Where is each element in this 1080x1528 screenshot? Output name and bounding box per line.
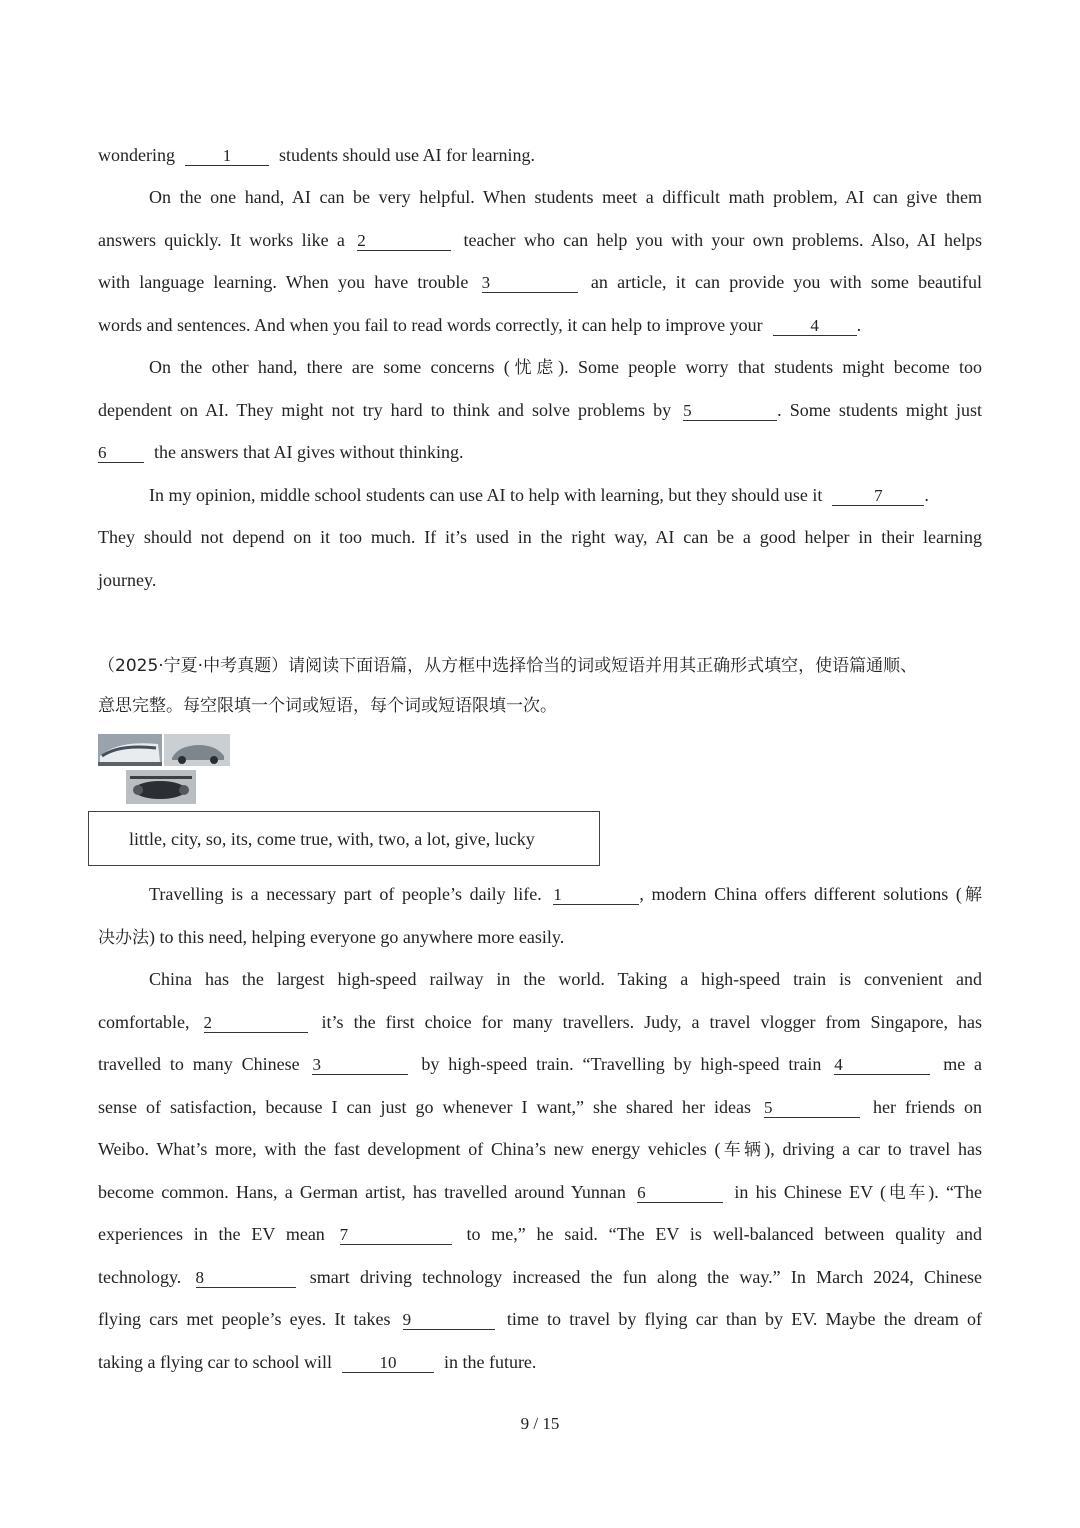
p1-line: journey. [98, 570, 157, 590]
text: me a [943, 1054, 983, 1074]
p2-line [98, 1177, 982, 1207]
p2-line [98, 922, 982, 952]
text: ). Some people worry that students might become too [558, 357, 982, 377]
text: dependent on AI. They might not try hard to think and solve problems by [98, 400, 672, 420]
p1-line [98, 310, 982, 340]
p2-line [149, 879, 982, 909]
text: answers quickly. It works like a [98, 230, 345, 250]
text: experiences in the EV mean [98, 1224, 325, 1244]
text: flying cars met people’s eyes. It takes [98, 1309, 391, 1329]
text: in his Chinese EV ( [734, 1182, 887, 1202]
text: taking a flying car to school will [98, 1352, 332, 1372]
blank-4[interactable]: 4 [834, 1054, 930, 1075]
flying-car-image [98, 732, 232, 806]
text: travelled to many Chinese [98, 1054, 300, 1074]
p1-line [149, 352, 982, 382]
transport-images [98, 732, 232, 806]
text: . Some students might just [777, 400, 982, 420]
chinese-gloss: 忧虑 [509, 358, 559, 378]
text: In my opinion, middle school students can use AI to help with learning, but they should use it [149, 485, 823, 505]
text: the answers that AI gives without thinking. [154, 442, 464, 462]
text: by high-speed train. “Travelling by high-speed train [421, 1054, 822, 1074]
blank-7[interactable]: 7 [340, 1224, 452, 1245]
text: . [856, 315, 862, 335]
question-instruction: 意思完整。每空限填一个词或短语，每个词或短语限填一次。 [98, 696, 557, 716]
word-choice-box: little, city, so, its, come true, with, two, a lot, give, lucky [88, 811, 600, 866]
text: comfortable, [98, 1012, 190, 1032]
p1-line [149, 480, 982, 510]
text: smart driving technology increased the fun along the way.” In March 2024, Chinese [309, 1267, 982, 1287]
blank-1[interactable]: 1 [553, 884, 639, 905]
text: teacher who can help you with your own problems. Also, AI helps [463, 230, 983, 250]
text: , modern China offers different solutions ( [639, 884, 962, 904]
chinese-gloss: 决办法 [98, 928, 149, 948]
p1-line: On the one hand, AI can be very helpful. When students meet a difficult math problem, AI can give them [149, 187, 982, 207]
blank-2[interactable]: 2 [357, 230, 451, 251]
blank-2[interactable]: 2 [204, 1012, 308, 1033]
chinese-gloss: 车辆 [720, 1140, 765, 1160]
page-number: 9 / 15 [520, 1414, 560, 1433]
chinese-gloss: 电车 [886, 1183, 929, 1203]
text: wondering [98, 145, 175, 165]
p2-line [98, 1304, 982, 1334]
blank-7[interactable]: 7 [832, 485, 924, 506]
p1-line [98, 267, 982, 297]
p2-line [98, 1219, 982, 1249]
text: technology. [98, 1267, 182, 1287]
text: with language learning. When you have trouble [98, 272, 469, 292]
text: ) to this need, helping everyone go anywhere more easily. [149, 927, 565, 947]
blank-4[interactable]: 4 [773, 315, 857, 336]
p1-line: They should not depend on it too much. If it’s used in the right way, AI can be a good helper in their learning [98, 527, 982, 547]
blank-9[interactable]: 9 [403, 1309, 495, 1330]
text: ). “The [928, 1182, 983, 1202]
text: an article, it can provide you with some beautiful [590, 272, 983, 292]
text: her friends on [873, 1097, 982, 1117]
text: students should use AI for learning. [278, 145, 535, 165]
text: Weibo. What’s more, with the fast development of China’s new energy vehicles ( [98, 1139, 721, 1159]
p1-line [98, 225, 982, 255]
blank-10[interactable]: 10 [342, 1352, 434, 1373]
p1-line [98, 140, 982, 170]
p2-line [98, 1007, 982, 1037]
text: Travelling is a necessary part of people’s daily life. [149, 884, 542, 904]
text: sense of satisfaction, because I can just go whenever I want,” she shared her ideas [98, 1097, 751, 1117]
blank-1[interactable]: 1 [185, 145, 269, 166]
text: become common. Hans, a German artist, has travelled around Yunnan [98, 1182, 626, 1202]
text: . [924, 485, 929, 505]
p1-line [98, 437, 982, 467]
text: ), driving a car to travel has [764, 1139, 983, 1159]
blank-3[interactable]: 3 [482, 272, 578, 293]
chinese-gloss: 解 [961, 885, 983, 905]
text: time to travel by flying car than by EV. Maybe the dream of [506, 1309, 983, 1329]
blank-8[interactable]: 8 [196, 1267, 296, 1288]
p2-line [98, 1049, 982, 1079]
p2-line: China has the largest high-speed railway in the world. Taking a high-speed train is convenient and [149, 969, 982, 989]
question-instruction: （2025·宁夏·中考真题）请阅读下面语篇，从方框中选择恰当的词或短语并用其正确形式填空，使语篇通顺、 [98, 656, 918, 676]
blank-6[interactable]: 6 [637, 1182, 723, 1203]
text: it’s the first choice for many travellers. Judy, a travel vlogger from Singapore, has [321, 1012, 983, 1032]
blank-6[interactable]: 6 [98, 442, 144, 463]
blank-5[interactable]: 5 [683, 400, 777, 421]
p2-line [98, 1092, 982, 1122]
p2-line [98, 1347, 982, 1377]
text: in the future. [443, 1352, 537, 1372]
blank-5[interactable]: 5 [764, 1097, 860, 1118]
text: On the other hand, there are some concerns ( [149, 357, 510, 377]
text: words and sentences. And when you fail to read words correctly, it can help to improve your [98, 315, 763, 335]
blank-3[interactable]: 3 [312, 1054, 408, 1075]
p2-line [98, 1262, 982, 1292]
text: to me,” he said. “The EV is well-balanced between quality and [466, 1224, 982, 1244]
p1-line [98, 395, 982, 425]
p2-line [98, 1134, 982, 1164]
